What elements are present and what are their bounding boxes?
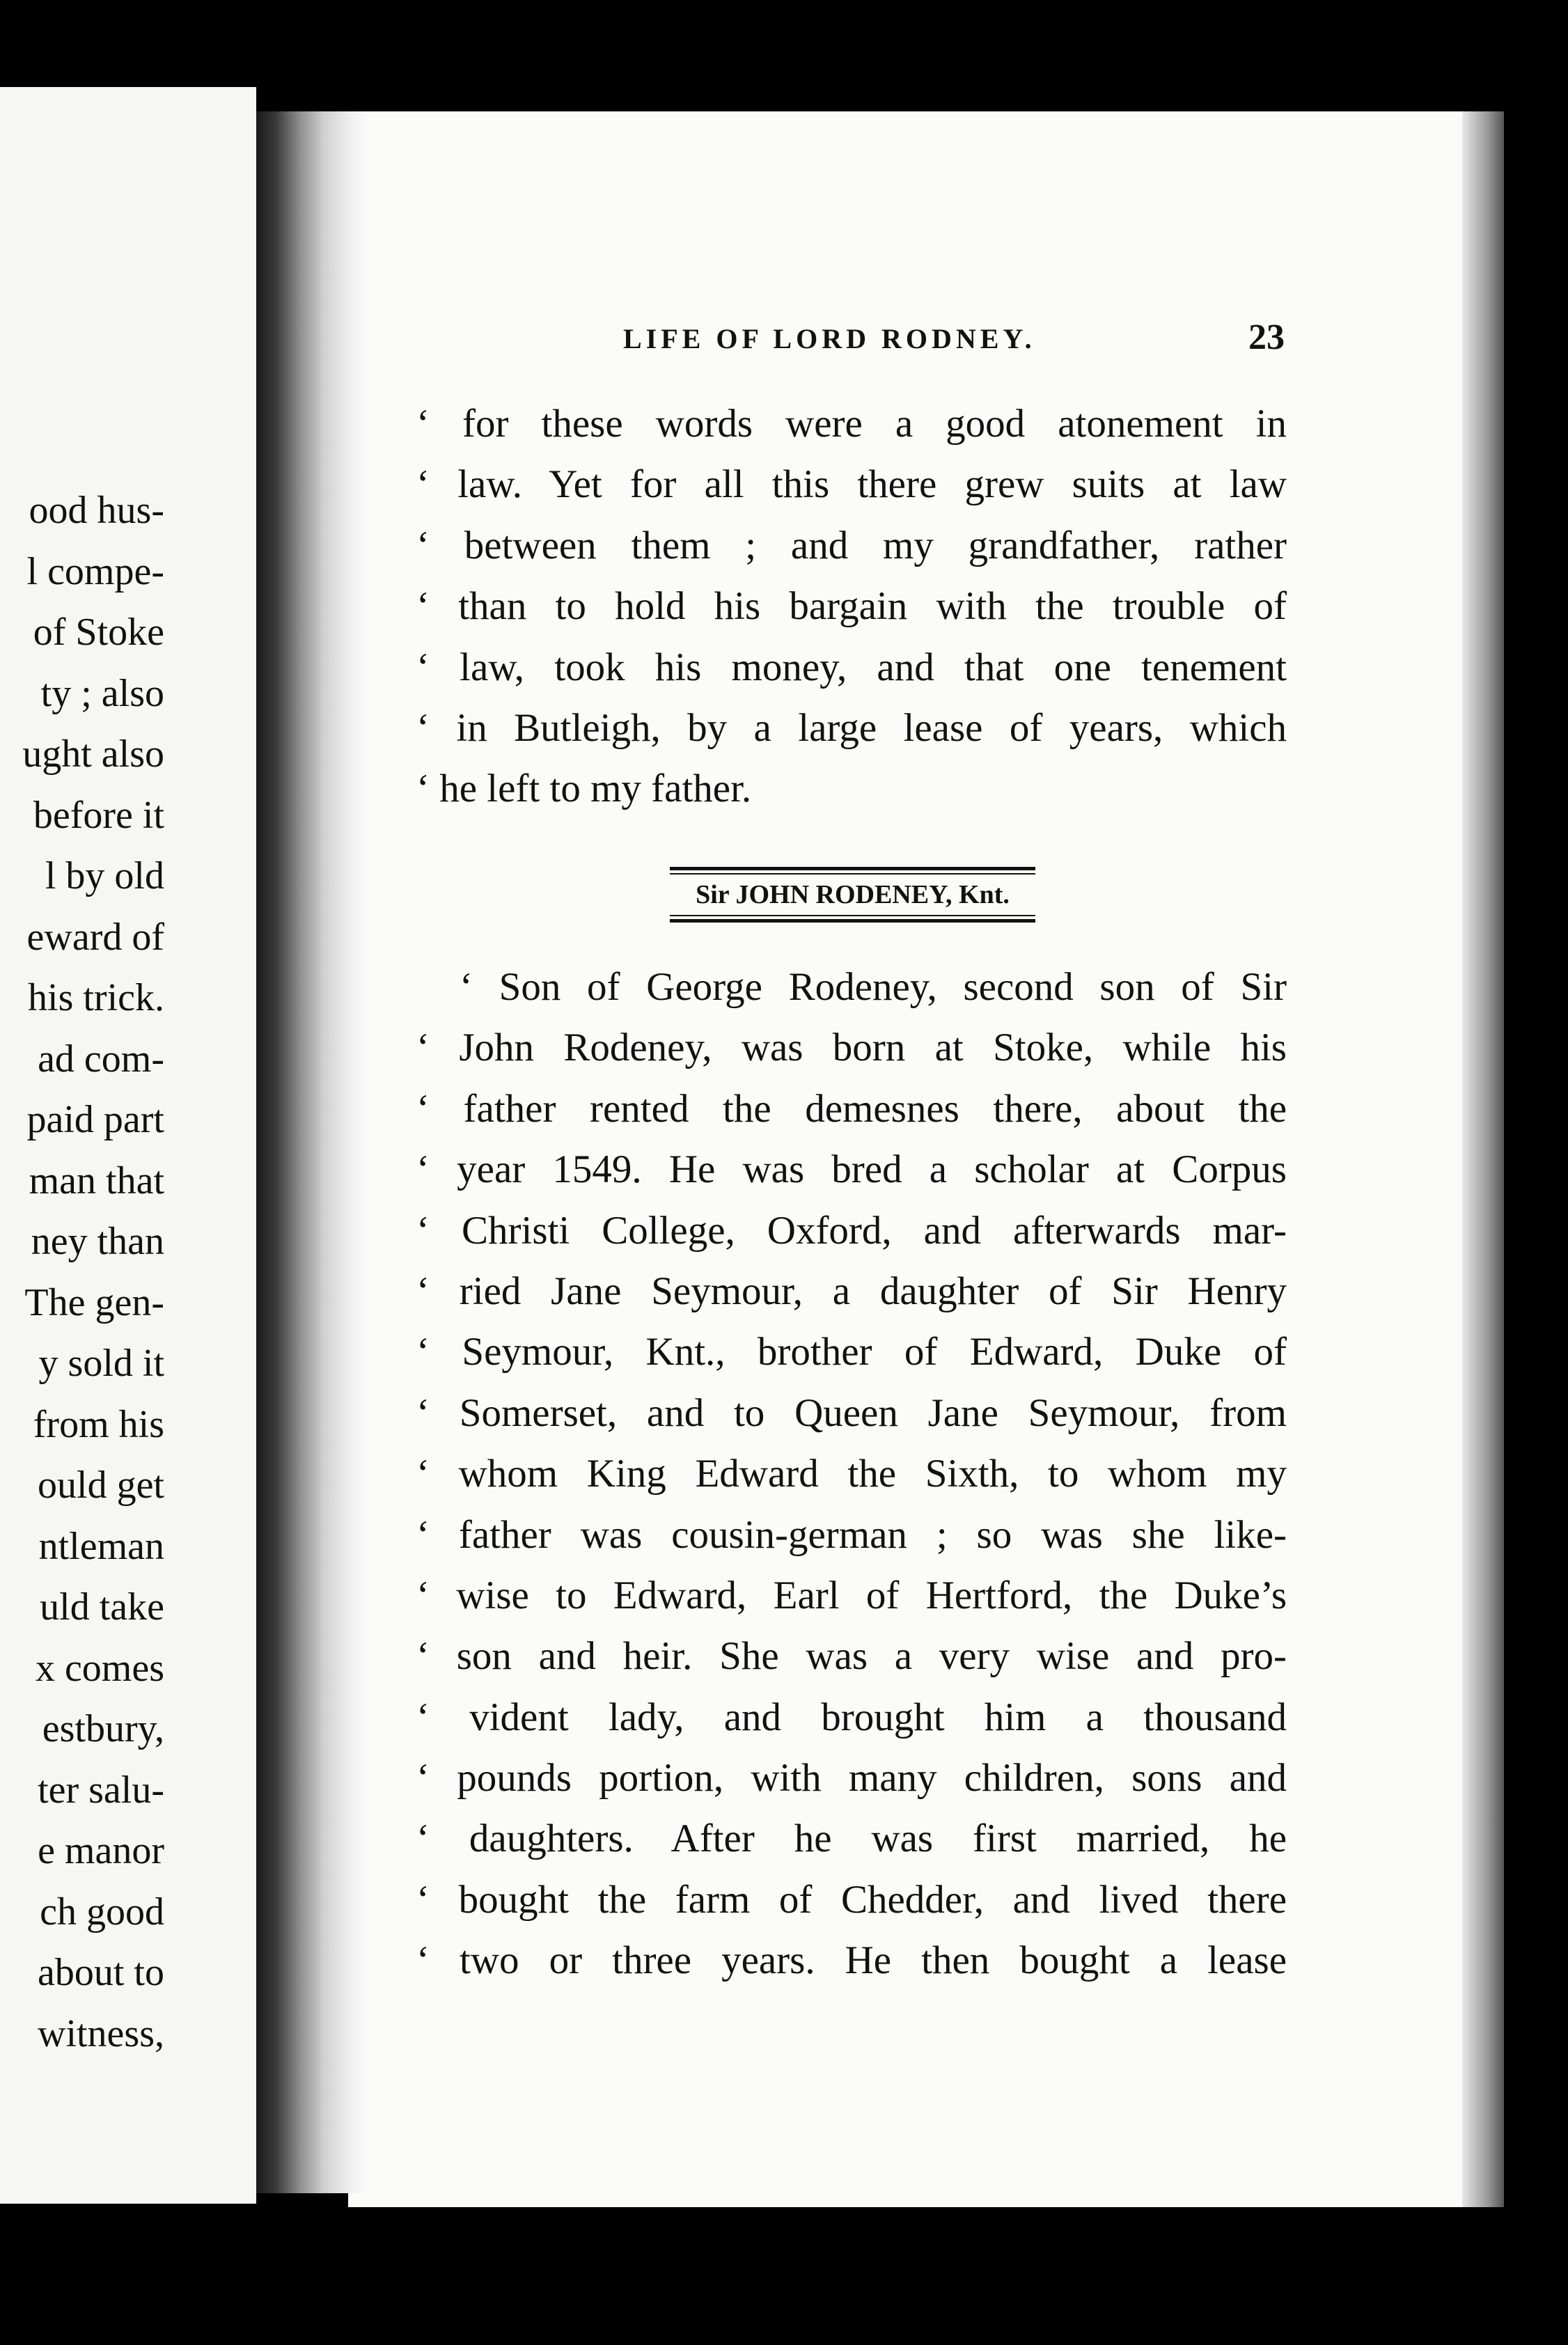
- section-heading: [670, 867, 1035, 923]
- text-line: ood hus-: [29, 489, 164, 532]
- text-line: ‘ whom King Edward the Sixth, to whom my: [416, 1452, 1287, 1496]
- heading-rule-bottom: [670, 919, 1035, 923]
- text-line: ‘ daughters. After he was first married, he: [416, 1817, 1287, 1861]
- heading-title: Sir JOHN RODENEY, Knt.: [696, 880, 1010, 909]
- text-line: man that: [29, 1159, 164, 1202]
- text-line: ‘ John Rodeney, was born at Stoke, while his: [416, 1026, 1287, 1070]
- previous-page-text: [0, 480, 164, 2064]
- text-line: ‘ bought the farm of Chedder, and lived there: [416, 1877, 1287, 1922]
- text-line: l by old: [45, 854, 164, 897]
- text-line: ‘ in Butleigh, by a large lease of years, which: [416, 705, 1287, 750]
- text-line: ‘ than to hold his bargain with the trouble of: [416, 584, 1287, 629]
- text-line: ‘ wise to Edward, Earl of Hertford, the Duke’s: [416, 1573, 1287, 1617]
- text-line: e manor: [38, 1829, 164, 1872]
- heading-rule-bottom-thin: [670, 915, 1035, 916]
- text-line: witness,: [38, 2011, 164, 2055]
- page-header: [623, 317, 1285, 364]
- paragraph-biography: [416, 957, 1287, 1991]
- text-line: before it: [33, 793, 164, 837]
- text-line: from his: [33, 1402, 164, 1446]
- text-line: ch good: [40, 1890, 164, 1934]
- text-line: ‘ father rented the demesnes there, about the: [416, 1086, 1287, 1131]
- text-line: ter salu-: [38, 1768, 164, 1812]
- text-line: ‘ Seymour, Knt., brother of Edward, Duke of: [416, 1330, 1287, 1374]
- text-line: ‘ ried Jane Seymour, a daughter of Sir Henry: [416, 1269, 1287, 1313]
- previous-page: [0, 87, 256, 2204]
- text-line: ‘ law. Yet for all this there grew suits at law: [416, 462, 1287, 507]
- text-line: uld take: [40, 1585, 164, 1629]
- text-line: ‘ Son of George Rodeney, second son of Sir: [460, 965, 1287, 1009]
- page-number: 23: [1248, 317, 1285, 357]
- page-edge: [1462, 111, 1504, 2207]
- text-line: ould get: [38, 1464, 164, 1507]
- text-line: ‘ year 1549. He was bred a scholar at Corpus: [416, 1147, 1287, 1192]
- text-line: ntleman: [38, 1524, 164, 1568]
- text-line: ‘ two or three years. He then bought a lease: [416, 1938, 1287, 1983]
- text-line: ‘ for these words were a good atonement in: [416, 402, 1287, 446]
- text-line: ad com-: [38, 1037, 164, 1081]
- text-line: ty ; also: [40, 671, 164, 715]
- text-line: ‘ Somerset, and to Queen Jane Seymour, from: [416, 1390, 1287, 1435]
- heading-rule-top: [670, 867, 1035, 870]
- book-gutter: [256, 111, 368, 2193]
- text-line: eward of: [26, 915, 164, 959]
- paragraph-continued: [416, 393, 1287, 819]
- text-line: x comes: [35, 1646, 164, 1690]
- text-line: The gen-: [24, 1280, 164, 1324]
- text-line: ‘ father was cousin-german ; so was she like-: [416, 1512, 1287, 1557]
- text-line: ‘ between them ; and my grandfather, rather: [416, 523, 1287, 567]
- text-line: ‘ son and heir. She was a very wise and pro-: [416, 1634, 1287, 1679]
- text-line: his trick.: [28, 976, 164, 1019]
- text-line: ney than: [31, 1220, 164, 1263]
- text-line: ‘ law, took his money, and that one tenement: [416, 645, 1287, 689]
- text-line: about to: [38, 1951, 164, 1994]
- text-line: ‘ Christi College, Oxford, and afterwards mar-: [416, 1208, 1287, 1253]
- text-line: of Stoke: [33, 611, 164, 654]
- text-line: ‘ vident lady, and brought him a thousand: [416, 1695, 1287, 1739]
- text-line: l compe-: [26, 549, 164, 593]
- text-line: ught also: [22, 732, 164, 776]
- text-line: paid part: [26, 1098, 164, 1141]
- text-line: ‘ he left to my father.: [416, 767, 752, 811]
- running-head: LIFE OF LORD RODNEY.: [623, 323, 1036, 354]
- text-line: estbury,: [42, 1707, 164, 1750]
- text-line: y sold it: [38, 1342, 164, 1385]
- text-line: ‘ pounds portion, with many children, sons and: [416, 1756, 1287, 1801]
